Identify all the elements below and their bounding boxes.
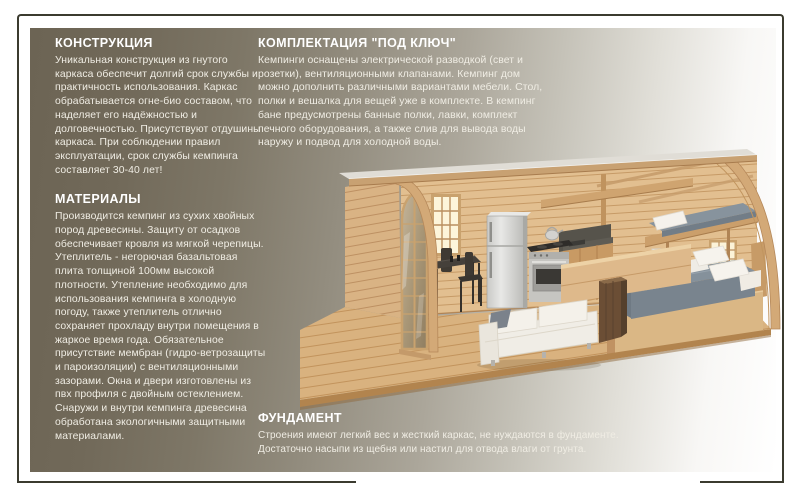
- turnkey-body: Кемпинги оснащены электрической разводкой (свет и розетки), вентиляционными клапанами. Кемпинг дом можно дополнить различными вариантами мебели. Стол, полки и вешалка для вещей уже в комплекте. В кемпинг бане предусмотрены банные полки, лавки, комплект печного оборудования, а также слив для вывода воды наружу и подвод для холодной воды.: [258, 55, 543, 149]
- section-foundation: [258, 411, 626, 457]
- left-text-column: [55, 36, 268, 443]
- materials-body: Производится кемпинг из сухих хвойных пород древесины. Защиту от осадков обеспечивает кровля из мягкой черепицы. Утеплитель - негорючая базальтовая плита толщиной 100мм высокой плотности. Утепление необходимо для использования кемпинга в холодную погоду, также утеплитель отлично сохраняет прохладу внутри помещения в жаркое время года. Обязательное присутствие мембран (гидро-ветрозащиты и пароизоляции) с вентиляционными зазорами. Окна и двери изготовлены из пвх профиля с двойным остеклением. Снаружи и внутри кемпинга древесина обработана экологичными защитными материалами.: [55, 211, 266, 442]
- foundation-heading: ФУНДАМЕНТ: [258, 411, 342, 425]
- section-turnkey: [258, 36, 546, 150]
- materials-heading: МАТЕРИАЛЫ: [55, 192, 141, 207]
- construction-body: Уникальная конструкция из гнутого каркаса обеспечит долгий срок службы и практичность использования. Каркас обрабатывается огне-био составом, что наделяет его надёжностью и долговечностью. Присутствуют отдушины каркаса. При соблюдении правил эксплуатации, срок службы кемпинга составляет 30-40 лет!: [55, 55, 261, 176]
- turnkey-heading: КОМПЛЕКТАЦИЯ "ПОД КЛЮЧ": [258, 36, 457, 50]
- section-construction: [55, 36, 268, 177]
- page-border-bottom-right: [700, 481, 784, 483]
- page-border-bottom-left: [17, 481, 356, 483]
- construction-heading: КОНСТРУКЦИЯ: [55, 36, 153, 50]
- foundation-body: Строения имеют легкий вес и жесткий каркас, не нуждаются в фундаменте. Достаточно насыпи из щебня или настил для отвода влаги от грунта.: [258, 430, 619, 455]
- section-materials: [55, 192, 268, 443]
